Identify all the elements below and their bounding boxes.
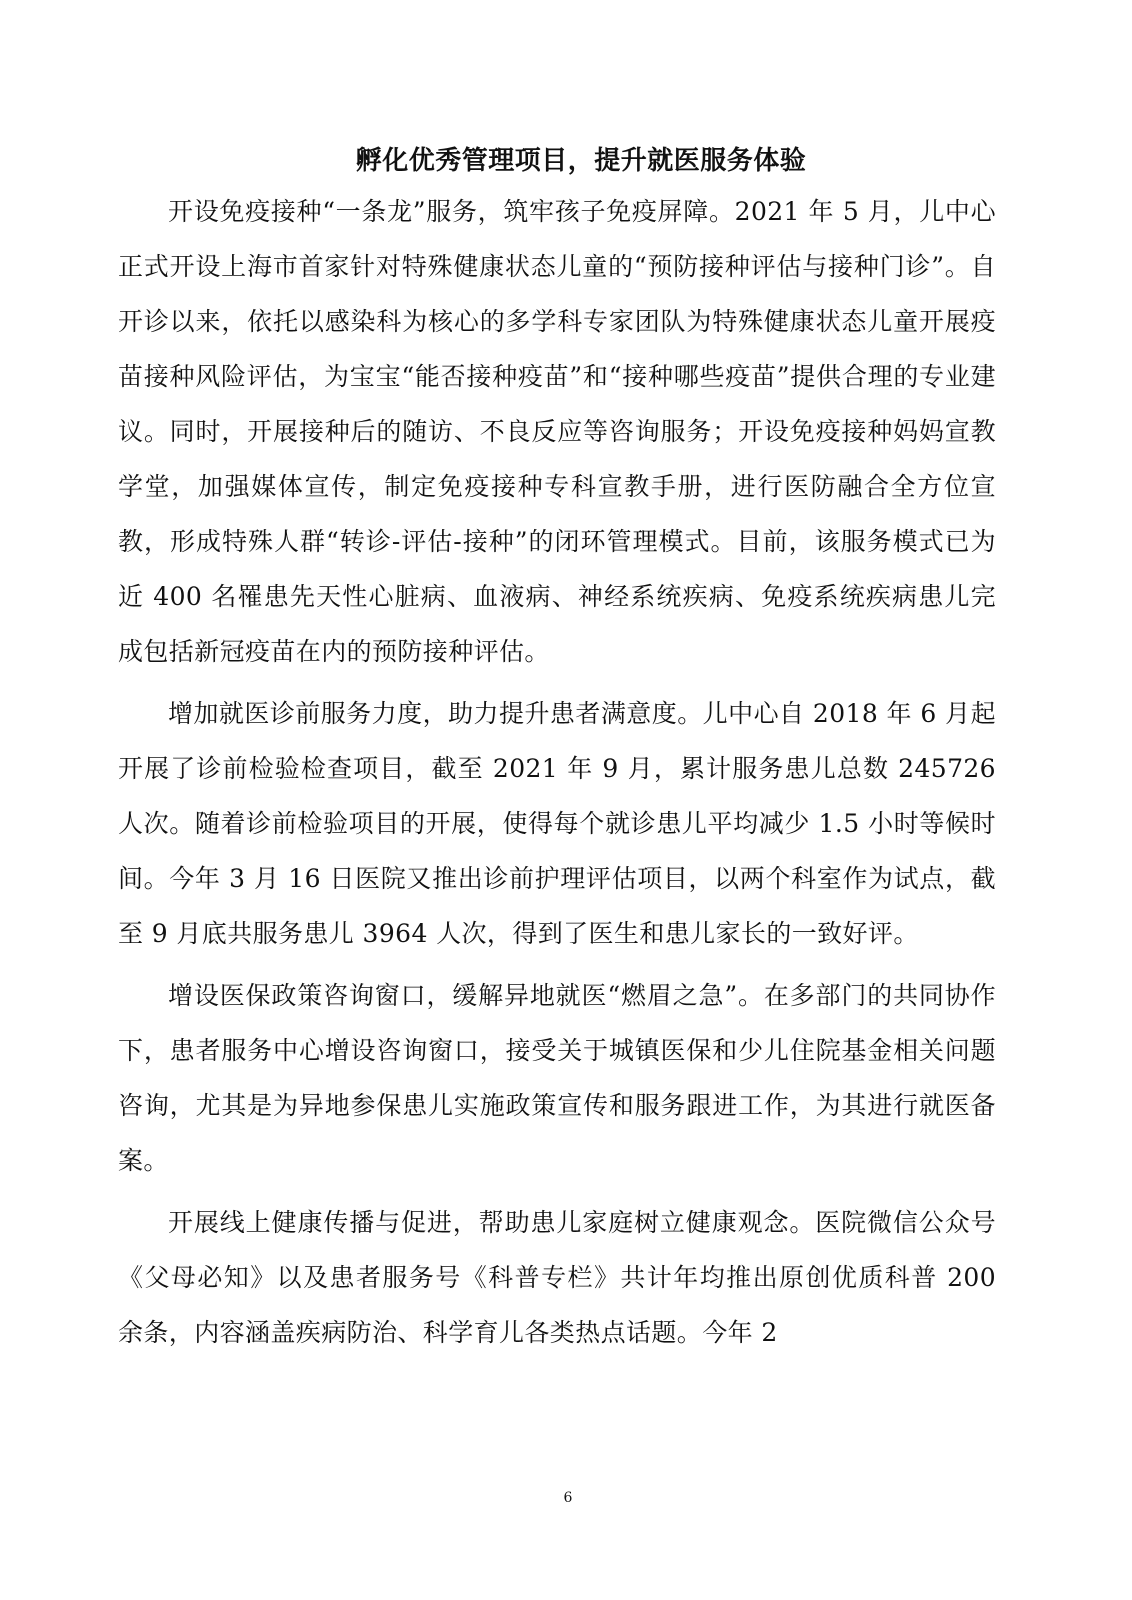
paragraph-insurance-window: 增设医保政策咨询窗口，缓解异地就医“燃眉之急”。在多部门的共同协作下，患者服务中心增设咨询窗口，接受关于城镇医保和少儿住院基金相关问题咨询，尤其是为异地参保患儿实施政策宣传和服务跟进工作，为其进行就医备案。 [118,981,996,1175]
paragraph-immunization: 开设免疫接种“一条龙”服务，筑牢孩子免疫屏障。2021 年 5 月，儿中心正式开设上海市首家针对特殊健康状态儿童的“预防接种评估与接种门诊”。自开诊以来，依托以感染科为核心的多学科专家团队为特殊健康状态儿童开展疫苗接种风险评估，为宝宝“能否接种疫苗”和“接种哪些疫苗”提供合理的专业建议。同时，开展接种后的随访、不良反应等咨询服务；开设免疫接种妈妈宣教学堂，加强媒体宣传，制定免疫接种专科宣教手册，进行医防融合全方位宣教，形成特殊人群“转诊-评估-接种”的闭环管理模式。目前，该服务模式已为近 400 名罹患先天性心脏病、血液病、神经系统疾病、免疫系统疾病患儿完成包括新冠疫苗在内的预防接种评估。 [118,197,996,666]
paragraph-online-health: 开展线上健康传播与促进，帮助患儿家庭树立健康观念。医院微信公众号《父母必知》以及患者服务号《科普专栏》共计年均推出原创优质科普 200 余条，内容涵盖疾病防治、科学育儿各类热点话题。今年 2 [118,1208,996,1347]
page-title: 孵化优秀管理项目，提升就医服务体验 [355,146,807,176]
paragraph-pre-diagnosis: 增加就医诊前服务力度，助力提升患者满意度。儿中心自 2018 年 6 月起开展了诊前检验检查项目，截至 2021 年 9 月，累计服务患儿总数 245726 人次。随着诊前检验项目的开展，使得每个就诊患儿平均减少 1.5 小时等候时间。今年 3 月 16 日医院又推出诊前护理评估项目，以两个科室作为试点，截至 9 月底共服务患儿 3964 人次，得到了医生和患儿家长的一致好评。 [118,699,996,948]
body-text [118,184,996,1367]
page-number: 6 [563,1490,573,1506]
